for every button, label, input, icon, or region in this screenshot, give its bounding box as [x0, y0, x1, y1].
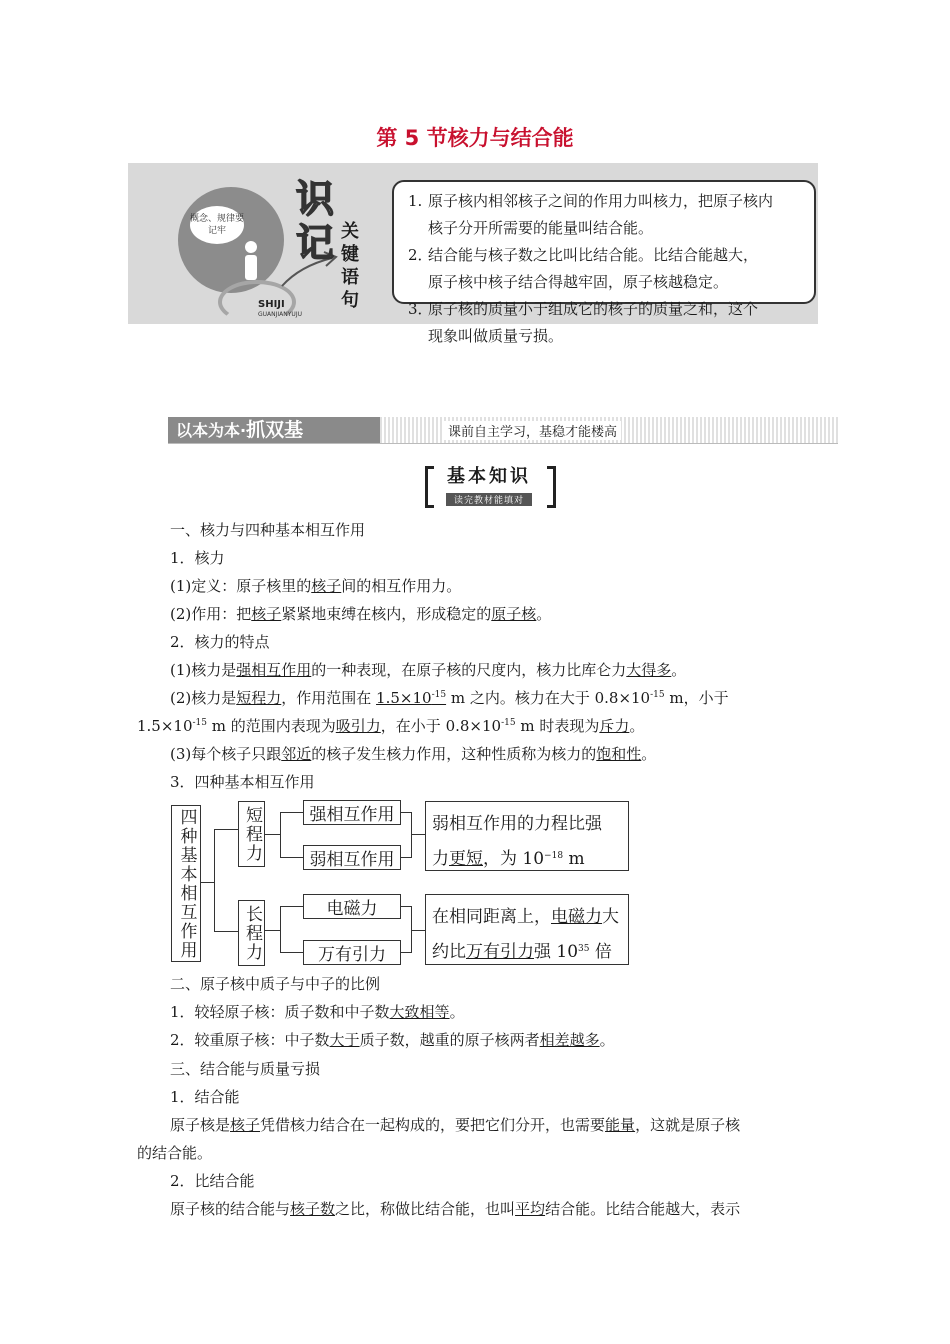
- key-point-line: 原子核的质量小于组成它的核子的质量之和，这个: [428, 300, 759, 318]
- paragraph: 原子核是核子凭借核力结合在一起构成的，要把它们分开，也需要能量，这就是原子核: [170, 1116, 741, 1134]
- connector: [280, 906, 281, 953]
- brand-text: SHIJI: [258, 299, 285, 310]
- heading-2: 二、原子核中质子与中子的比例: [170, 975, 381, 993]
- connector: [280, 812, 303, 813]
- connector: [214, 931, 238, 932]
- heading-3: 三、结合能与质量亏损: [170, 1060, 321, 1078]
- key-point-line: 原子核内相邻核子之间的作用力叫核力，把原子核内: [428, 192, 774, 210]
- paragraph: (1)定义：原子核里的核子间的相互作用力。: [170, 577, 462, 595]
- subheading-1: 1．核力: [170, 549, 225, 567]
- brand-subtext: GUANJIANYUJU: [258, 311, 302, 318]
- diagram-strong: 强相互作用: [303, 800, 401, 825]
- paragraph: 的结合能。: [137, 1144, 213, 1162]
- subheading-3: 3．四种基本相互作用: [170, 773, 315, 791]
- subheading-4: 1．结合能: [170, 1088, 240, 1106]
- note-line: 弱相互作用的力程比强: [432, 814, 602, 834]
- big-char-1: 识: [296, 177, 335, 221]
- connector: [411, 812, 412, 858]
- subheading-5: 2．比结合能: [170, 1172, 255, 1190]
- paragraph: (2)作用：把核子紧紧地束缚在核内，形成稳定的原子核。: [170, 605, 552, 623]
- diagram-electromagnetic: 电磁力: [303, 894, 401, 919]
- section-tag: [168, 417, 380, 443]
- subheading-2: 2．核力的特点: [170, 633, 270, 651]
- diagram-short-range: 短程力: [238, 801, 265, 867]
- connector: [265, 834, 280, 835]
- person-icon: [238, 240, 264, 280]
- paragraph: (2)核力是短程力，作用范围在 $1.5\times 10^{-15}$ m 之内。核力在大于 $0.8\times 10^{-15}$ m，小于: [170, 689, 729, 707]
- connector: [214, 829, 238, 830]
- key-char: 键: [341, 244, 359, 265]
- key-point-line: 核子分开所需要的能量叫结合能。: [428, 219, 654, 237]
- connector: [280, 857, 303, 858]
- key-point: [408, 296, 818, 350]
- key-point-number: 3．: [408, 300, 433, 318]
- diagram-root: 四种基本相互作用: [171, 805, 201, 962]
- key-point-line: 现象叫做质量亏损。: [428, 327, 564, 345]
- connector: [265, 930, 280, 931]
- key-sentence-vertical: [341, 220, 361, 312]
- connector: [401, 812, 411, 813]
- paragraph: 1．较轻原子核：质子数和中子数大致相等。: [170, 1003, 465, 1021]
- key-point-number: 1.: [408, 192, 423, 210]
- key-point: [408, 242, 818, 296]
- paragraph: 2．较重原子核：中子数大于质子数，越重的原子核两者相差越多。: [170, 1031, 615, 1049]
- note-line: 约比万有引力强 $10^{35}$ 倍: [432, 942, 612, 962]
- connector: [401, 906, 411, 907]
- connector: [401, 952, 411, 953]
- paragraph: (1)核力是强相互作用的一种表现，在原子核的尺度内，核力比库仑力大得多。: [170, 661, 687, 679]
- key-point-line: 结合能与核子数之比叫比结合能。比结合能越大，: [428, 246, 759, 264]
- diagram-note-weak: [425, 801, 629, 871]
- connector: [401, 857, 411, 858]
- connector: [201, 882, 214, 883]
- key-point-line: 原子核中核子结合得越牢固，原子核越稳定。: [428, 273, 729, 291]
- heading-1: 一、核力与四种基本相互作用: [170, 521, 366, 539]
- section-tag-big: 抓双基: [246, 419, 304, 441]
- basic-knowledge-title: 基本知识: [447, 466, 531, 487]
- connector: [411, 930, 425, 931]
- key-char: 句: [341, 290, 359, 311]
- key-point-number: 2．: [408, 246, 433, 264]
- key-point: [408, 188, 818, 242]
- connector: [411, 834, 425, 835]
- diagram-gravity: 万有引力: [303, 940, 401, 965]
- paragraph: 原子核的结合能与核子数之比，称做比结合能，也叫平均结合能。比结合能越大，表示: [170, 1200, 741, 1218]
- note-line: 力更短，为 $10^{-18}$ m: [432, 849, 585, 869]
- diagram-weak: 弱相互作用: [303, 845, 401, 870]
- key-points-list: [408, 188, 818, 350]
- paragraph: (3)每个核子只跟邻近的核子发生核力作用，这种性质称为核力的饱和性。: [170, 745, 657, 763]
- note-line: 在相同距离上，电磁力大: [432, 907, 619, 927]
- page-title: 第 5 节核力与结合能: [376, 126, 574, 150]
- connector: [280, 952, 303, 953]
- diagram-long-range: 长程力: [238, 900, 265, 966]
- basic-knowledge-heading: [425, 462, 553, 507]
- section-subtitle: 课前自主学习，基稳才能楼高: [444, 421, 621, 440]
- key-char: 语: [341, 267, 359, 288]
- paragraph: $1.5\times 10^{-15}$ m 的范围内表现为吸引力，在小于 $0.8\times 10^{-15}$ m 时表现为斥力。: [137, 717, 645, 735]
- basic-knowledge-subtitle: 读完教材能填对: [446, 493, 532, 506]
- section-tag-small: 以本为本·: [176, 421, 247, 440]
- big-char-2: 记: [296, 221, 335, 265]
- speech-bubble: 概念、规律要记牢: [190, 206, 244, 244]
- connector: [214, 829, 215, 932]
- key-char: 关: [341, 221, 359, 242]
- connector: [280, 906, 303, 907]
- diagram-note-em: [425, 894, 629, 965]
- connector: [280, 812, 281, 858]
